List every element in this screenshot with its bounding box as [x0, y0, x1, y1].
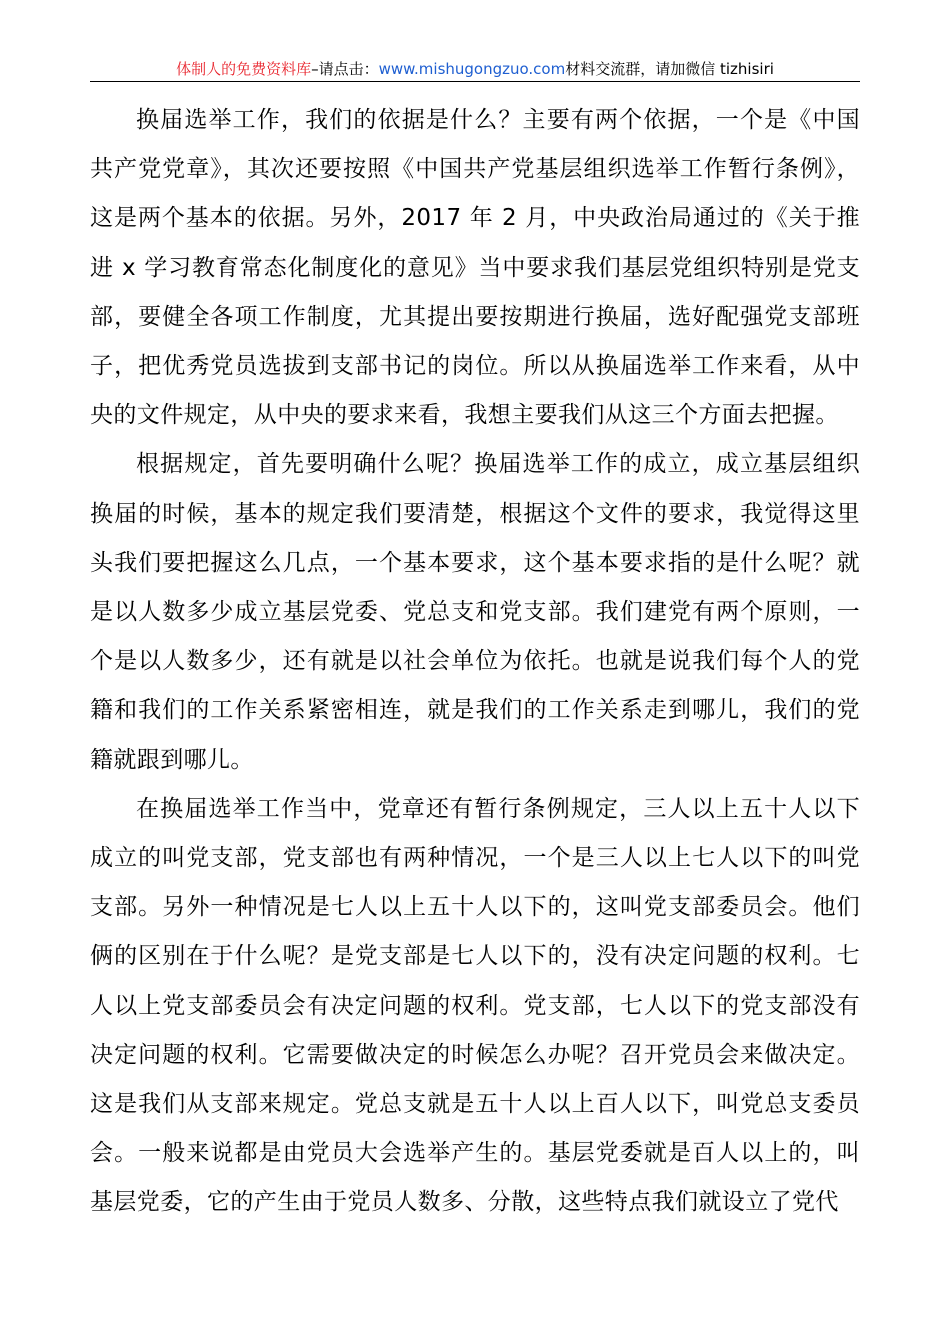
paragraph-3: 在换届选举工作当中，党章还有暂行条例规定，三人以上五十人以下成立的叫党支部，党支部也有两种情况，一个是三人以上七人以下的叫党支部。另外一种情况是七人以上五十人以下的，这叫党支部委员会。他们俩的区别在于什么呢？是党支部是七人以下的，没有决定问题的权利。七人以上党支部委员会有决定问题的权利。党支部，七人以下的党支部没有决定问题的权利。它需要做决定的时候怎么办呢？召开党员会来做决定。这是我们从支部来规定。党总支就是五十人以上百人以下，叫党总支委员会。一般来说都是由党员大会选举产生的。基层党委就是百人以上的，叫基层党委，它的产生由于党员人数多、分散，这些特点我们就设立了党代 [90, 795, 860, 1216]
header-divider [90, 81, 860, 82]
header-prompt: –请点击： [311, 60, 379, 78]
header-wechat-note: 材料交流群，请加微信 tizhisiri [565, 60, 774, 78]
page-header [90, 58, 860, 82]
document-body [90, 96, 860, 1228]
header-brand: 体制人的免费资料库 [176, 60, 312, 78]
header-website-link[interactable]: www.mishugongzuo.com [378, 60, 566, 78]
paragraph-2: 根据规定，首先要明确什么呢？换届选举工作的成立，成立基层组织换届的时候，基本的规定我们要清楚，根据这个文件的要求，我觉得这里头我们要把握这么几点，一个基本要求，这个基本要求指的是什么呢？就是以人数多少成立基层党委、党总支和党支部。我们建党有两个原则，一个是以人数多少，还有就是以社会单位为依托。也就是说我们每个人的党籍和我们的工作关系紧密相连，就是我们的工作关系走到哪儿，我们的党籍就跟到哪儿。 [90, 451, 860, 773]
paragraph-1: 换届选举工作，我们的依据是什么？主要有两个依据，一个是《中国共产党党章》，其次还要按照《中国共产党基层组织选举工作暂行条例》，这是两个基本的依据。另外，2017 年 2 月，中央政治局通过的《关于推进 x 学习教育常态化制度化的意见》当中要求我们基层党组织特别是党支部，要健全各项工作制度，尤其提出要按期进行换届，选好配强党支部班子，把优秀党员选拔到支部书记的岗位。所以从换届选举工作来看，从中央的文件规定，从中央的要求来看，我想主要我们从这三个方面去把握。 [90, 107, 860, 429]
